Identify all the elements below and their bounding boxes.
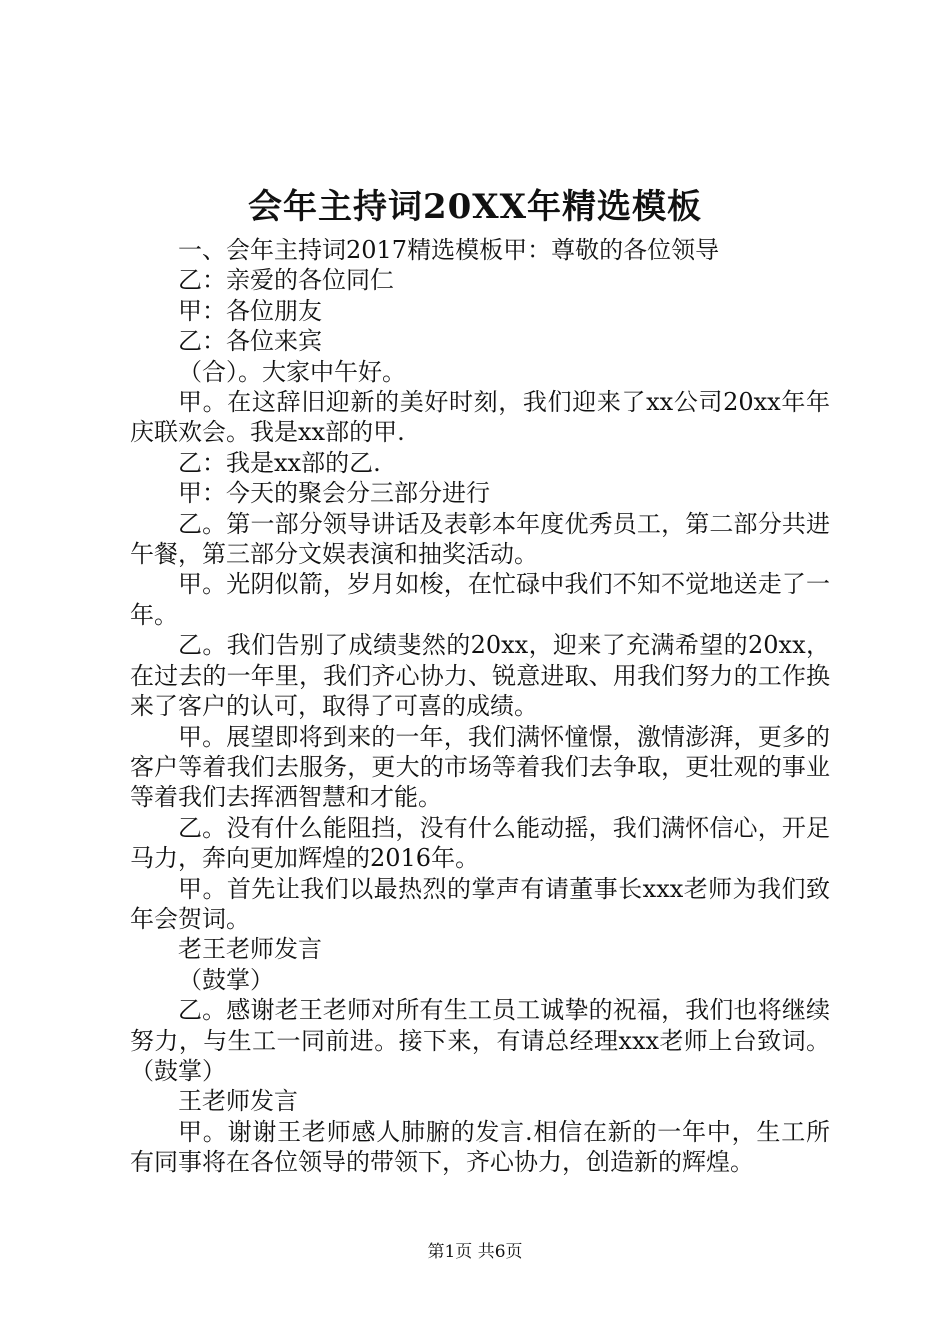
paragraph: 甲。展望即将到来的一年，我们满怀憧憬，激情澎湃，更多的客户等着我们去服务，更大的市场等着我们去争取，更壮观的事业等着我们去挥洒智慧和才能。	[130, 722, 830, 812]
paragraph: 乙：亲爱的各位同仁	[178, 266, 394, 295]
paragraph: 乙。第一部分领导讲话及表彰本年度优秀员工，第二部分共进午餐，第三部分文娱表演和抽奖活动。	[130, 509, 830, 569]
paragraph: 甲：今天的聚会分三部分进行	[178, 479, 490, 508]
paragraph: 甲。首先让我们以最热烈的掌声有请董事长xxx老师为我们致年会贺词。	[130, 874, 830, 933]
document-body	[130, 235, 830, 1178]
paragraph: 王老师发言	[178, 1087, 298, 1116]
paragraph: 乙：我是xx部的乙.	[178, 448, 381, 477]
paragraph: 甲。光阴似箭，岁月如梭，在忙碌中我们不知不觉地送走了一年。	[130, 570, 830, 629]
paragraph: （鼓掌）	[178, 965, 274, 994]
paragraph: 甲：各位朋友	[178, 296, 322, 325]
paragraph: 乙。我们告别了成绩斐然的20xx，迎来了充满希望的20xx，在过去的一年里，我们齐心协力、锐意进取、用我们努力的工作换来了客户的认可，取得了可喜的成绩。	[130, 631, 830, 721]
paragraph: 乙：各位来宾	[178, 327, 322, 356]
paragraph: 乙。没有什么能阻挡，没有什么能动摇，我们满怀信心，开足马力，奔向更加辉煌的2016年。	[130, 813, 830, 873]
page-footer: 第1页 共6页	[427, 1242, 523, 1262]
document-title: 会年主持词20XX年精选模板	[247, 187, 703, 227]
paragraph: 一、会年主持词2017精选模板甲：尊敬的各位领导	[178, 236, 720, 264]
paragraph: 甲。在这辞旧迎新的美好时刻，我们迎来了xx公司20xx年年庆联欢会。我是xx部的甲.	[130, 388, 830, 447]
paragraph: （合）。大家中午好。	[178, 357, 406, 386]
paragraph: 乙。感谢老王老师对所有生工员工诚挚的祝福，我们也将继续努力，与生工一同前进。接下来，有请总经理xxx老师上台致词。（鼓掌）	[130, 996, 830, 1085]
paragraph: 老王老师发言	[178, 935, 322, 964]
paragraph: 甲。谢谢王老师感人肺腑的发言.相信在新的一年中，生工所有同事将在各位领导的带领下，齐心协力，创造新的辉煌。	[130, 1117, 830, 1177]
